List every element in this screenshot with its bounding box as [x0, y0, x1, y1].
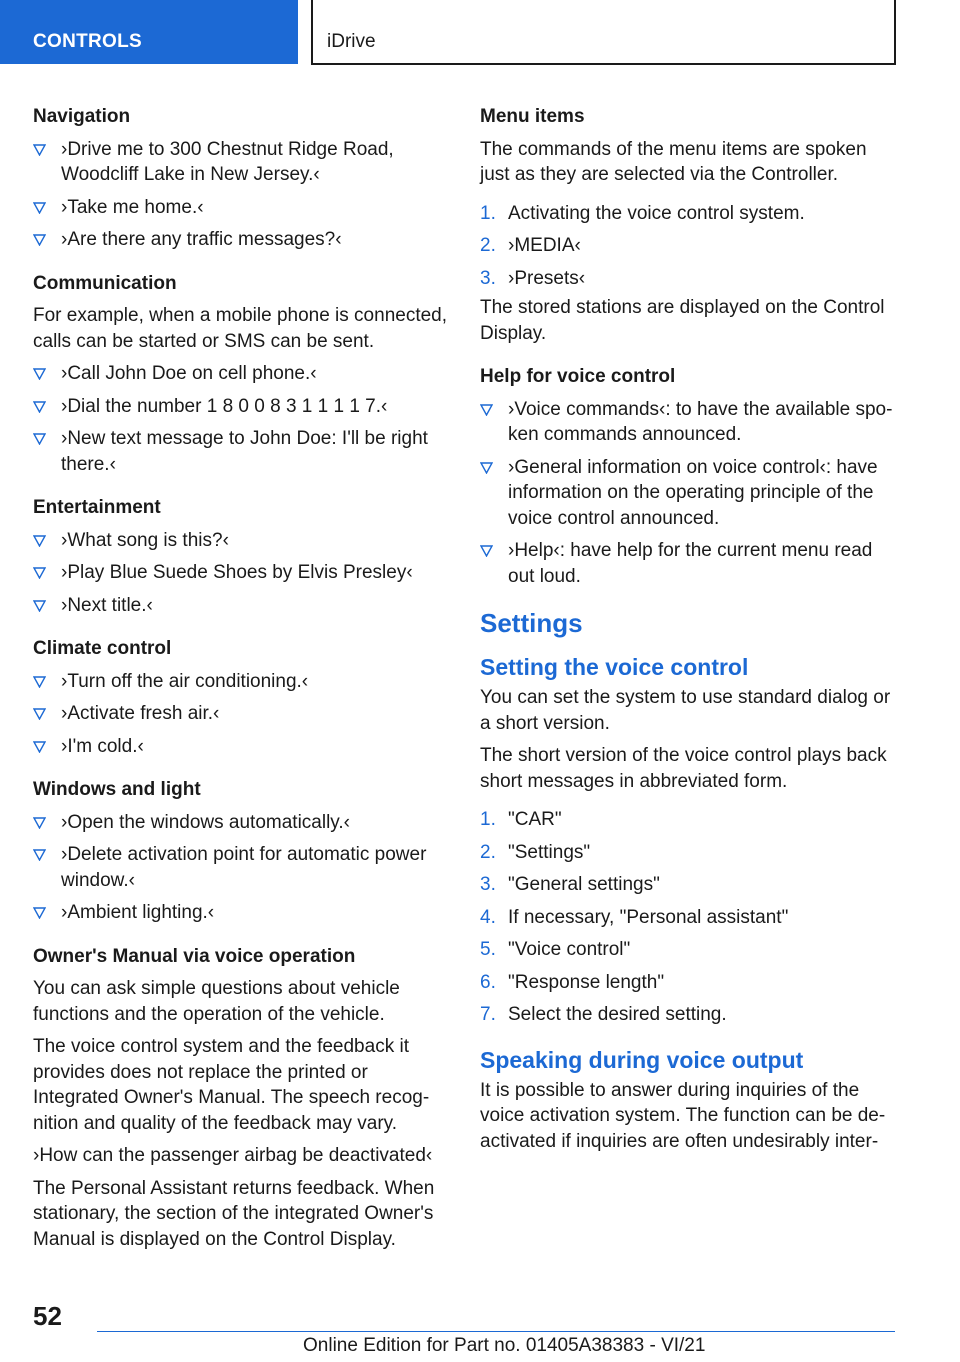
list-item: ›Drive me to 300 Chestnut Ridge Road, Woodcliff Lake in New Jersey.‹	[33, 137, 453, 188]
triangle-bullet-icon	[33, 676, 46, 688]
step-number: 1.	[480, 202, 496, 224]
entertainment-list	[33, 528, 453, 619]
speaking-title: Speaking during voice output	[480, 1046, 804, 1073]
manual-paragraph: The voice control system and the feedback it provides does not replace the printed or Integrated Owner's Manual. The speech recognition and quality of the feedback may vary.	[33, 1036, 430, 1134]
menu-items-text: The commands of the menu items are spoken just as they are selected via the Controller.	[480, 138, 867, 185]
speaking-text: It is possible to answer during inquiries of the voice activation system. The function can be deactivated if inquiries are often undesirably inter-	[480, 1079, 886, 1152]
manual-heading: Owner's Manual via voice operation	[33, 945, 356, 967]
list-item: ›Take me home.‹	[33, 195, 453, 221]
menu-items-heading: Menu items	[480, 106, 585, 127]
navigation-section	[33, 104, 453, 253]
list-item: 2. ›MEDIA‹	[480, 233, 900, 259]
windows-heading: Windows and light	[33, 779, 201, 800]
settings-steps-list	[480, 807, 900, 1028]
list-item: ›I'm cold.‹	[33, 734, 453, 760]
manual-example: ›How can the passenger airbag be deactivated‹	[33, 1145, 433, 1166]
list-item: ›Delete activation point for automatic power window.‹	[33, 842, 453, 893]
footer-divider	[97, 1331, 895, 1332]
triangle-bullet-icon	[33, 817, 46, 829]
settings-title: Settings	[480, 608, 583, 638]
list-item: ›Activate fresh air.‹	[33, 701, 453, 727]
list-item: ›Are there any traffic messages?‹	[33, 227, 453, 253]
left-column	[33, 104, 453, 1270]
triangle-bullet-icon	[33, 567, 46, 579]
section-label: CONTROLS	[33, 31, 143, 52]
step-number: 2.	[480, 841, 496, 863]
climate-section	[33, 636, 453, 759]
communication-heading: Communication	[33, 272, 177, 294]
manual-section	[33, 944, 453, 1253]
triangle-bullet-icon	[480, 545, 493, 557]
list-item: ›Ambient lighting.‹	[33, 900, 453, 926]
list-item: ›Next title.‹	[33, 593, 453, 619]
manual-paragraph: The Personal Assistant returns feedback. When stationary, the section of the integrated Owner's Manual is displayed on the Control Display.	[33, 1177, 435, 1250]
list-item: ›Open the windows automatically.‹	[33, 810, 453, 836]
list-item: ›What song is this?‹	[33, 528, 453, 554]
list-item: 3. "General settings"	[480, 872, 900, 898]
communication-text: For example, when a mobile phone is connected, calls can be started or SMS can be sent.	[33, 305, 448, 352]
settings-paragraph: You can set the system to use standard dialog or a short version.	[480, 687, 891, 734]
list-item: ›Dial the number 1 8 0 0 8 3 1 1 1 1 7.‹	[33, 394, 453, 420]
windows-section	[33, 777, 453, 926]
help-section	[480, 364, 900, 589]
list-item: 3. ›Presets‹	[480, 266, 900, 292]
triangle-bullet-icon	[33, 600, 46, 612]
triangle-bullet-icon	[33, 907, 46, 919]
triangle-bullet-icon	[33, 849, 46, 861]
navigation-heading: Navigation	[33, 106, 131, 127]
chapter-title: iDrive	[327, 31, 376, 52]
menu-steps-list	[480, 201, 900, 292]
list-item: 1. "CAR"	[480, 807, 900, 833]
chapter-header	[311, 0, 896, 65]
list-item: 2. "Settings"	[480, 840, 900, 866]
step-number: 3.	[480, 267, 496, 289]
triangle-bullet-icon	[33, 401, 46, 413]
step-number: 7.	[480, 1004, 496, 1025]
triangle-bullet-icon	[33, 741, 46, 753]
entertainment-section	[33, 495, 453, 618]
settings-paragraph: The short version of the voice control plays back short messages in abbreviated form.	[480, 745, 887, 792]
list-item: 4. If necessary, "Personal assistant"	[480, 905, 900, 931]
climate-heading: Climate control	[33, 638, 172, 659]
triangle-bullet-icon	[33, 368, 46, 380]
section-tab	[0, 0, 298, 64]
list-item: ›Turn off the air conditioning.‹	[33, 669, 453, 695]
footer-edition: Online Edition for Part no. 01405A38383 - VI/21	[303, 1335, 706, 1356]
list-item: ›Help‹: have help for the current menu read out loud.	[480, 538, 900, 589]
step-number: 2.	[480, 235, 496, 256]
step-number: 6.	[480, 971, 496, 993]
communication-section	[33, 271, 453, 478]
step-number: 5.	[480, 939, 496, 960]
step-number: 1.	[480, 809, 496, 830]
navigation-list	[33, 137, 453, 253]
manual-paragraph: You can ask simple questions about vehicle functions and the operation of the vehicle.	[33, 978, 400, 1025]
right-column	[480, 104, 900, 1161]
entertainment-heading: Entertainment	[33, 497, 161, 518]
triangle-bullet-icon	[33, 433, 46, 445]
triangle-bullet-icon	[33, 202, 46, 214]
triangle-bullet-icon	[33, 234, 46, 246]
list-item: ›Voice commands‹: to have the available spoken commands announced.	[480, 397, 900, 448]
triangle-bullet-icon	[33, 708, 46, 720]
triangle-bullet-icon	[480, 404, 493, 416]
step-number: 3.	[480, 874, 496, 895]
help-heading: Help for voice control	[480, 366, 676, 387]
list-item: ›General information on voice control‹: have information on the operating principle of the voice control announced.	[480, 455, 900, 532]
list-item: 5. "Voice control"	[480, 937, 900, 963]
step-number: 4.	[480, 906, 496, 928]
triangle-bullet-icon	[480, 462, 493, 474]
windows-list	[33, 810, 453, 926]
communication-list	[33, 361, 453, 477]
list-item: ›Play Blue Suede Shoes by Elvis Presley‹	[33, 560, 453, 586]
menu-items-section	[480, 104, 900, 346]
help-list	[480, 397, 900, 590]
list-item: 6. "Response length"	[480, 970, 900, 996]
setting-voice-control-title: Setting the voice control	[480, 654, 749, 680]
list-item: ›Call John Doe on cell phone.‹	[33, 361, 453, 387]
page-number: 52	[33, 1301, 62, 1331]
list-item: 1. Activating the voice control system.	[480, 201, 900, 227]
list-item: ›New text message to John Doe: I'll be right there.‹	[33, 426, 453, 477]
menu-items-after: The stored stations are displayed on the Control Display.	[480, 297, 885, 344]
triangle-bullet-icon	[33, 144, 46, 156]
list-item: 7. Select the desired setting.	[480, 1002, 900, 1028]
triangle-bullet-icon	[33, 535, 46, 547]
climate-list	[33, 669, 453, 760]
